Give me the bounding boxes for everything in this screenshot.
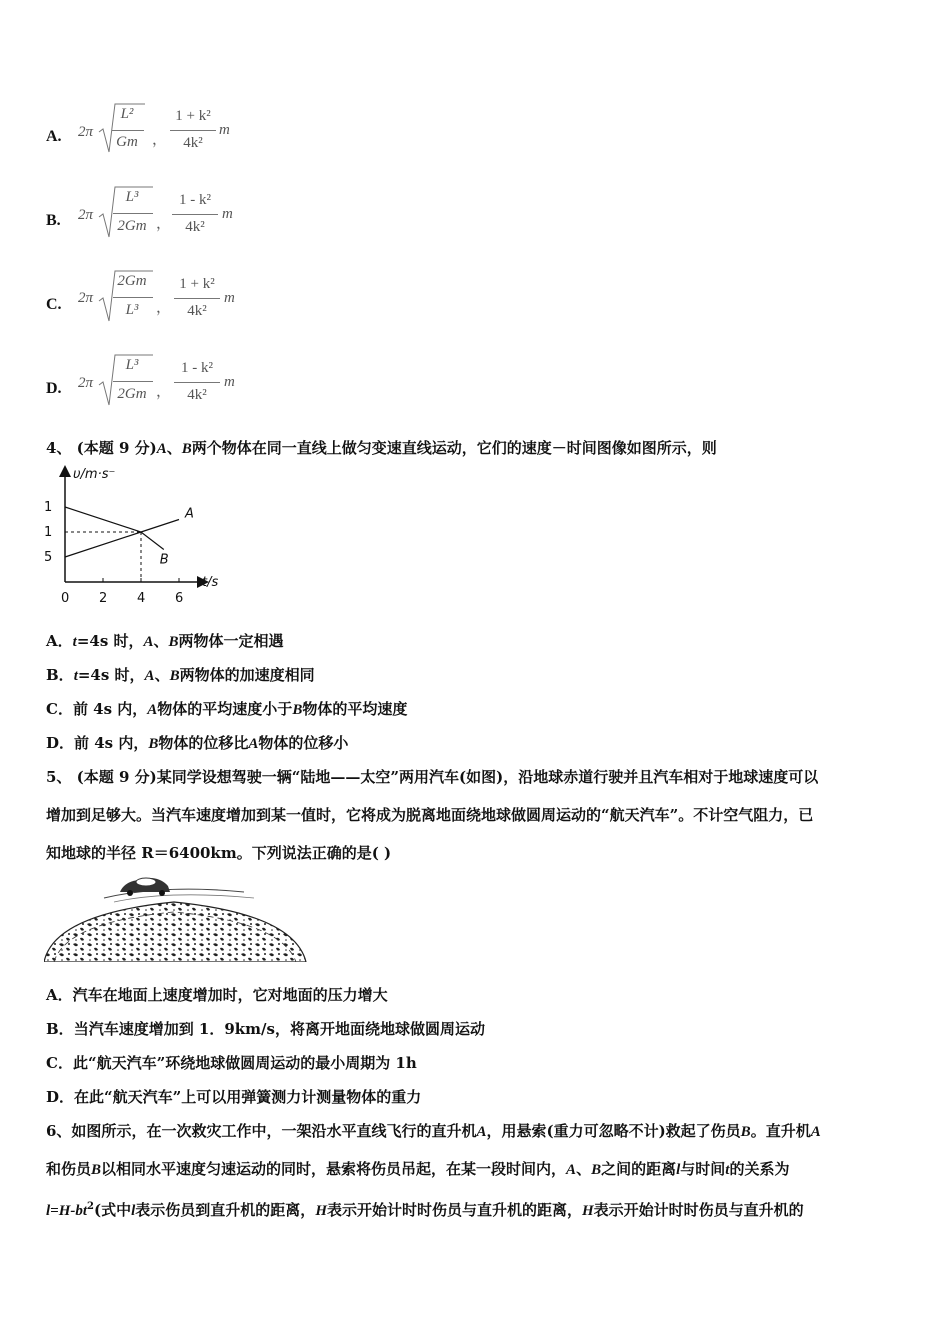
radical-denominator: 2Gm xyxy=(117,218,147,234)
option-letter: D. xyxy=(46,380,62,397)
fraction-bar xyxy=(174,382,220,383)
object-a: A xyxy=(144,668,155,684)
stem-line xyxy=(46,1121,821,1142)
velocity-time-chart xyxy=(40,462,230,610)
fraction-bar xyxy=(170,130,216,131)
radical-numerator: L³ xyxy=(125,357,139,373)
option-text: 前 4s 内， xyxy=(72,700,148,718)
q4-option-a xyxy=(46,631,284,652)
q4-option-c xyxy=(46,699,407,720)
option-letter: D． xyxy=(46,1088,75,1106)
car-icon xyxy=(120,878,170,896)
stem-text: (式中 xyxy=(94,1201,132,1219)
fraction-bar xyxy=(112,130,144,131)
option-letter: B. xyxy=(46,212,61,229)
radical-denominator: L³ xyxy=(125,302,139,318)
stem-text: ，用悬索(重力可忽略不计)救起了伤员 xyxy=(486,1122,741,1140)
fraction-denominator: 4k² xyxy=(187,303,207,319)
distance-variable: l xyxy=(131,1203,136,1219)
object-b: B xyxy=(148,736,159,752)
option-text: 物体的平均速度小于 xyxy=(157,700,293,718)
stem-text: 6、如图所示，在一次救灾工作中，一架沿水平直线飞行的直升机 xyxy=(46,1122,477,1140)
stem-text: 的关系为 xyxy=(729,1160,790,1178)
fraction-bar xyxy=(113,213,153,214)
q4-stem xyxy=(46,438,717,459)
earth-car-illustration xyxy=(44,872,310,962)
radical-numerator: 2Gm xyxy=(117,273,147,289)
fraction-denominator: 4k² xyxy=(183,135,203,151)
x-tick-label: 2 xyxy=(99,591,108,606)
unit: m xyxy=(224,374,235,390)
stem-line xyxy=(46,1159,789,1180)
option-letter: D． xyxy=(46,734,75,752)
earth-globe xyxy=(44,902,306,962)
fraction-numerator: 1 + k² xyxy=(175,108,211,124)
option-text: 在此“航天汽车”上可以用弹簧测力计测量物体的重力 xyxy=(74,1088,422,1106)
stem-text: 表示开始计时时伤员与直升机的距离， xyxy=(326,1201,582,1219)
victim-b: B xyxy=(591,1162,602,1178)
coefficient: 2π xyxy=(78,375,94,391)
stem-text: 之间的距离 xyxy=(601,1160,677,1178)
q4-option-d xyxy=(46,733,348,754)
q5-option-c xyxy=(46,1053,417,1073)
distance-variable: l xyxy=(676,1162,681,1178)
stem-line: 增加到足够大。当汽车速度增加到某一值时，它将成为脱离地面绕地球做圆周运动的“航天汽车”。不计空气阻力，已 xyxy=(46,806,814,824)
object-b: B xyxy=(292,702,303,718)
question-number: 5、 xyxy=(46,768,72,786)
stem-line xyxy=(46,1197,804,1221)
stem-text: 与时间 xyxy=(680,1160,726,1178)
coefficient: 2π xyxy=(78,207,94,223)
separator: ， xyxy=(156,384,172,400)
object-b: B xyxy=(169,668,180,684)
option-letter: B． xyxy=(46,666,74,684)
option-text: 前 4s 内， xyxy=(74,734,149,752)
option-text: 物体的平均速度 xyxy=(302,700,408,718)
option-text: 汽车在地面上速度增加时，它对地面的压力增大 xyxy=(72,986,388,1004)
initial-distance-variable: H xyxy=(582,1203,594,1219)
option-letter: A． xyxy=(46,632,73,650)
y-tick-label: 1 xyxy=(44,525,53,540)
option-letter: C. xyxy=(46,296,62,313)
series-label-b: B xyxy=(159,552,169,568)
fraction-bar xyxy=(172,214,218,215)
separator: ， xyxy=(156,216,172,232)
y-axis-label: υ/m·s⁻ xyxy=(73,467,116,482)
object-b: B xyxy=(168,634,179,650)
radical-numerator: L³ xyxy=(125,189,139,205)
radical-numerator: L² xyxy=(120,106,134,122)
stem-text: 。直升机 xyxy=(750,1122,811,1140)
y-tick-label: 1 xyxy=(44,500,53,515)
unit: m xyxy=(224,290,235,306)
x-tick-label: 0 xyxy=(61,591,70,606)
formula-exponent: 2 xyxy=(87,1201,95,1212)
question-points: (本题 9 分) xyxy=(76,439,157,457)
option-text: 两物体的加速度相同 xyxy=(179,666,315,684)
option-text: 当汽车速度增加到 1．9km/s，将离开地面绕地球做圆周运动 xyxy=(73,1020,485,1038)
helicopter-a: A xyxy=(476,1124,487,1140)
radical-denominator: 2Gm xyxy=(117,386,147,402)
coefficient: 2π xyxy=(78,124,94,140)
option-letter: A. xyxy=(46,128,62,145)
stem-text: 以相同水平速度匀速运动的同时，悬索将伤员吊起，在某一段时间内， xyxy=(101,1160,567,1178)
unit: m xyxy=(219,122,230,138)
fraction-numerator: 1 - k² xyxy=(181,360,213,376)
q5-option-d xyxy=(46,1087,421,1107)
option-letter: C． xyxy=(46,700,73,718)
option-letter: B． xyxy=(46,1020,74,1038)
fraction-bar xyxy=(113,381,153,382)
option-separator: 、 xyxy=(154,666,170,684)
fraction-bar xyxy=(113,297,153,298)
victim-b: B xyxy=(91,1162,102,1178)
time-variable: t xyxy=(725,1162,730,1178)
radical-denominator: Gm xyxy=(116,134,138,150)
stem-separator: 、 xyxy=(166,439,182,457)
fraction-numerator: 1 + k² xyxy=(179,276,215,292)
helicopter-a: A xyxy=(810,1124,821,1140)
time-variable: t xyxy=(72,634,77,650)
object-a: A xyxy=(147,702,158,718)
helicopter-a: A xyxy=(566,1162,577,1178)
x-tick-label: 4 xyxy=(137,591,146,606)
series-line-b xyxy=(65,507,164,550)
coefficient: 2π xyxy=(78,290,94,306)
option-letter: A． xyxy=(46,986,73,1004)
stem-text: 表示开始计时时伤员与直升机的 xyxy=(593,1201,804,1219)
question-number: 4、 xyxy=(46,439,72,457)
stem-text: 表示伤员到直升机的距离， xyxy=(135,1201,316,1219)
option-text: 两物体一定相遇 xyxy=(178,632,284,650)
separator: ， xyxy=(156,300,172,316)
y-tick-label: 5 xyxy=(44,550,53,565)
option-letter: C． xyxy=(46,1054,73,1072)
fraction-denominator: 4k² xyxy=(185,219,205,235)
stem-text: (本题 9 分)某同学设想驾驶一辆“陆地——太空”两用汽车(如图)，沿地球赤道行驶并且汽车相对于地球速度可以 xyxy=(76,768,819,786)
option-text: 物体的位移小 xyxy=(258,734,349,752)
distance-formula: l=H-bt xyxy=(46,1203,88,1219)
time-variable: t xyxy=(73,668,78,684)
stem-line xyxy=(46,767,818,787)
fraction-bar xyxy=(174,298,220,299)
initial-distance-variable: H xyxy=(315,1203,327,1219)
stem-line: 知地球的半径 R＝6400km。下列说法正确的是( ) xyxy=(46,844,392,862)
option-text: =4s 时， xyxy=(77,666,145,684)
object-b: B xyxy=(181,441,192,457)
option-text: 此“航天汽车”环绕地球做圆周运动的最小周期为 1h xyxy=(72,1054,417,1072)
separator: ， xyxy=(152,132,168,148)
option-text: 物体的位移比 xyxy=(158,734,249,752)
q5-option-a xyxy=(46,985,388,1005)
x-tick-label: 6 xyxy=(175,591,184,606)
unit: m xyxy=(222,206,233,222)
victim-b: B xyxy=(740,1124,751,1140)
stem-text: 两个物体在同一直线上做匀变速直线运动，它们的速度－时间图像如图所示，则 xyxy=(191,439,717,457)
fraction-denominator: 4k² xyxy=(187,387,207,403)
object-a: A xyxy=(143,634,154,650)
series-label-a: A xyxy=(185,506,194,522)
fraction-numerator: 1 - k² xyxy=(179,192,211,208)
object-a: A xyxy=(248,736,259,752)
option-separator: 、 xyxy=(153,632,169,650)
stem-text: 和伤员 xyxy=(46,1160,92,1178)
stem-separator: 、 xyxy=(576,1160,592,1178)
x-axis-label: t/s xyxy=(202,575,219,590)
object-a: A xyxy=(156,441,167,457)
option-text: =4s 时， xyxy=(76,632,144,650)
q4-option-b xyxy=(46,665,315,686)
q5-option-b xyxy=(46,1019,485,1039)
